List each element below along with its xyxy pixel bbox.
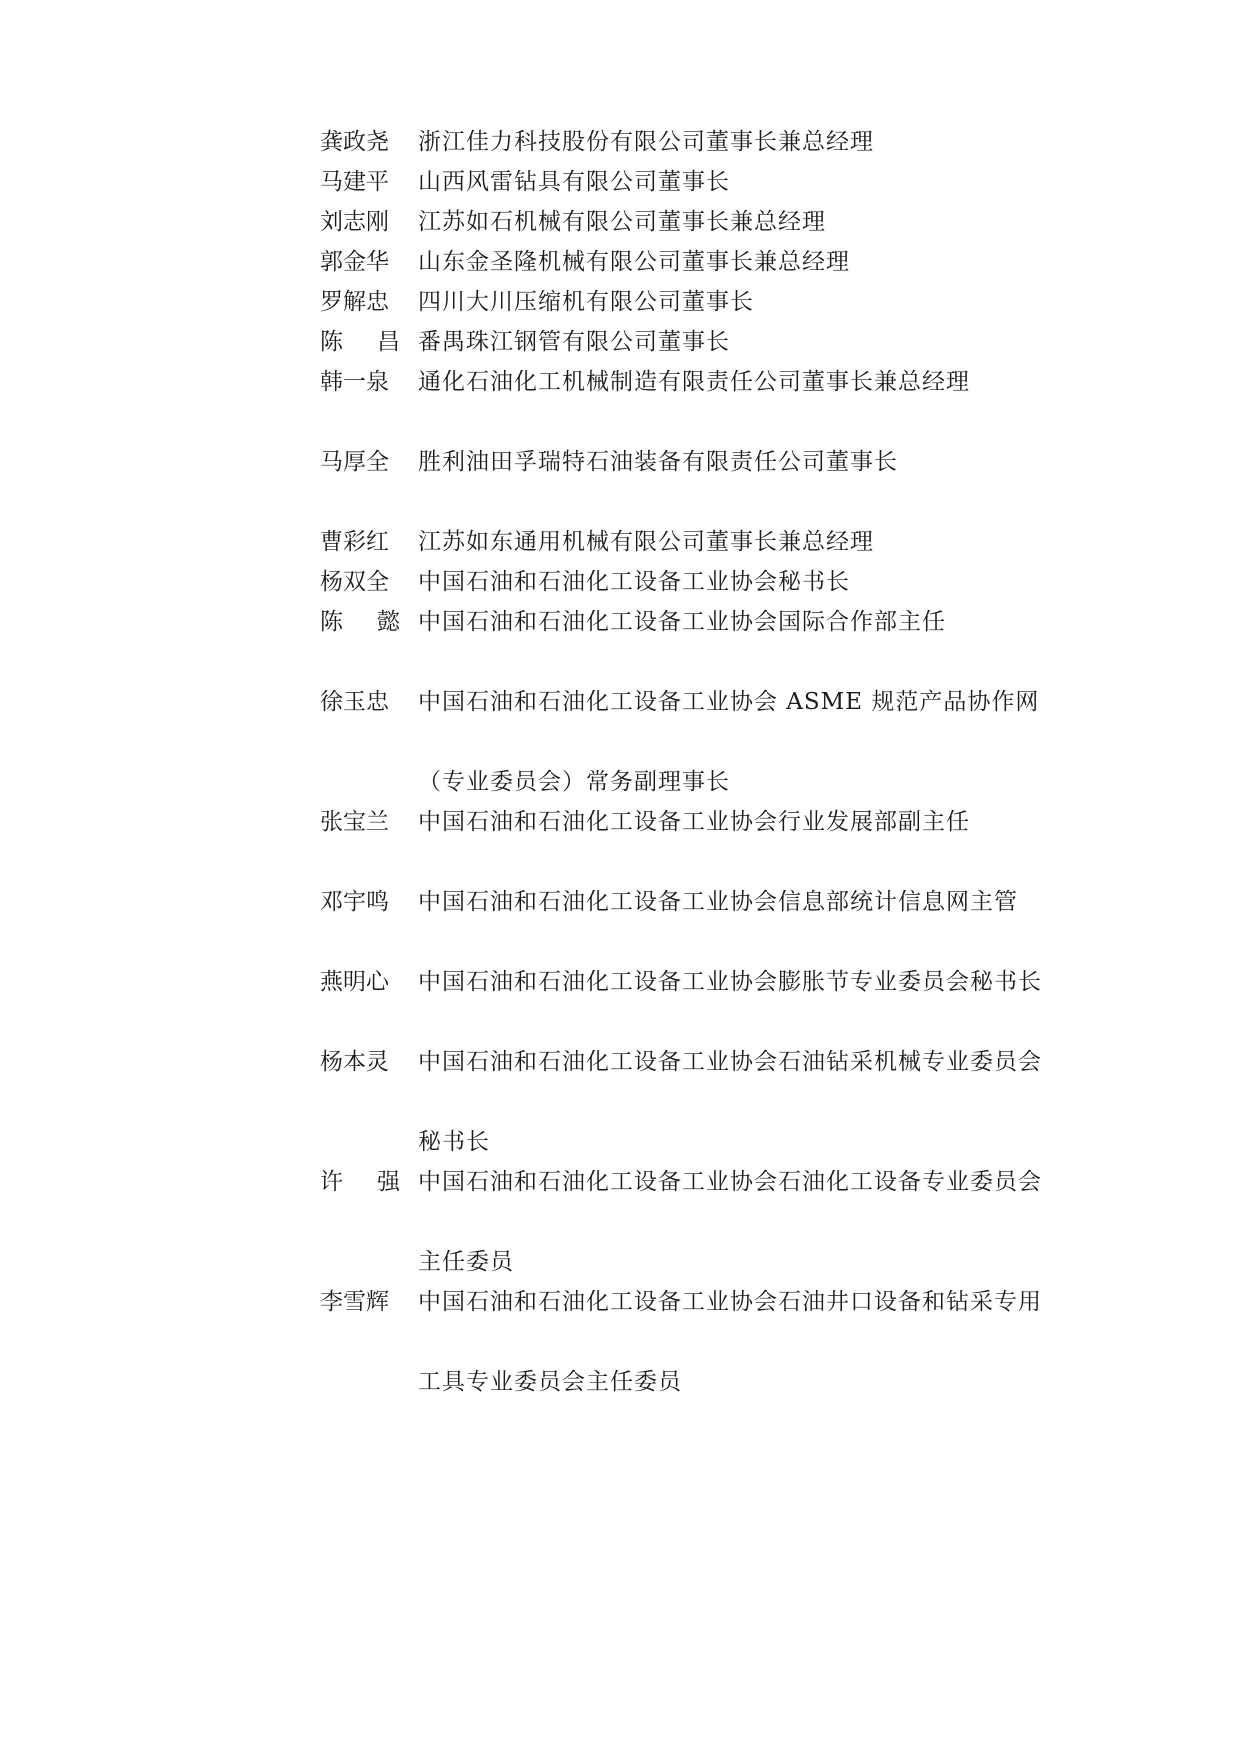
- person-title: 胜利油田孚瑞特石油装备有限责任公司董事长: [418, 449, 898, 475]
- person-title: 中国石油和石油化工设备工业协会行业发展部副主任: [418, 809, 970, 835]
- person-title: 中国石油和石油化工设备工业协会 ASME 规范产品协作网: [418, 689, 1040, 715]
- person-name-first: 陈: [320, 609, 343, 635]
- person-name: 马建平: [320, 169, 389, 195]
- person-title: 中国石油和石油化工设备工业协会信息部统计信息网主管: [418, 889, 1018, 915]
- person-name: 徐玉忠: [320, 689, 389, 715]
- person-name: [320, 602, 400, 642]
- person-title: 江苏如东通用机械有限公司董事长兼总经理: [418, 529, 874, 555]
- person-name: 张宝兰: [320, 809, 389, 835]
- person-title: 番禺珠江钢管有限公司董事长: [418, 329, 730, 355]
- person-name: 郭金华: [320, 249, 389, 275]
- person-title: 中国石油和石油化工设备工业协会秘书长: [418, 569, 850, 595]
- person-title: 浙江佳力科技股份有限公司董事长兼总经理: [418, 129, 874, 155]
- person-name-first: 陈: [320, 329, 343, 355]
- person-name: 韩一泉: [320, 369, 389, 395]
- person-title: 中国石油和石油化工设备工业协会石油化工设备专业委员会: [418, 1169, 1042, 1195]
- person-name: 曹彩红: [320, 529, 389, 555]
- person-name: [320, 322, 400, 362]
- person-title: 山西风雷钻具有限公司董事长: [418, 169, 730, 195]
- person-title-continued: （专业委员会）常务副理事长: [418, 769, 730, 795]
- person-name: 燕明心: [320, 969, 389, 995]
- person-name: 邓宇鸣: [320, 889, 389, 915]
- person-title-continued: 秘书长: [418, 1129, 490, 1155]
- person-title: 四川大川压缩机有限公司董事长: [418, 289, 754, 315]
- person-title: 中国石油和石油化工设备工业协会国际合作部主任: [418, 609, 946, 635]
- person-title: 中国石油和石油化工设备工业协会膨胀节专业委员会秘书长: [418, 969, 1042, 995]
- person-title-continued: 主任委员: [418, 1249, 514, 1275]
- person-title: 中国石油和石油化工设备工业协会石油钻采机械专业委员会: [418, 1049, 1042, 1075]
- person-title: 江苏如石机械有限公司董事长兼总经理: [418, 209, 826, 235]
- person-name-last: 懿: [377, 609, 400, 635]
- person-title-continued: 工具专业委员会主任委员: [418, 1369, 682, 1395]
- person-name: 杨双全: [320, 569, 389, 595]
- person-name: [320, 1162, 400, 1202]
- person-title: 中国石油和石油化工设备工业协会石油井口设备和钻采专用: [418, 1289, 1042, 1315]
- person-name: 罗解忠: [320, 289, 389, 315]
- person-name: 刘志刚: [320, 209, 389, 235]
- person-title: 山东金圣隆机械有限公司董事长兼总经理: [418, 249, 850, 275]
- person-title: 通化石油化工机械制造有限责任公司董事长兼总经理: [418, 369, 970, 395]
- person-name: 李雪辉: [320, 1289, 389, 1315]
- person-name-last: 昌: [377, 329, 400, 355]
- person-name: 马厚全: [320, 449, 389, 475]
- person-name-first: 许: [320, 1169, 343, 1195]
- person-name: 龚政尧: [320, 129, 389, 155]
- person-name-last: 强: [377, 1169, 400, 1195]
- person-name: 杨本灵: [320, 1049, 389, 1075]
